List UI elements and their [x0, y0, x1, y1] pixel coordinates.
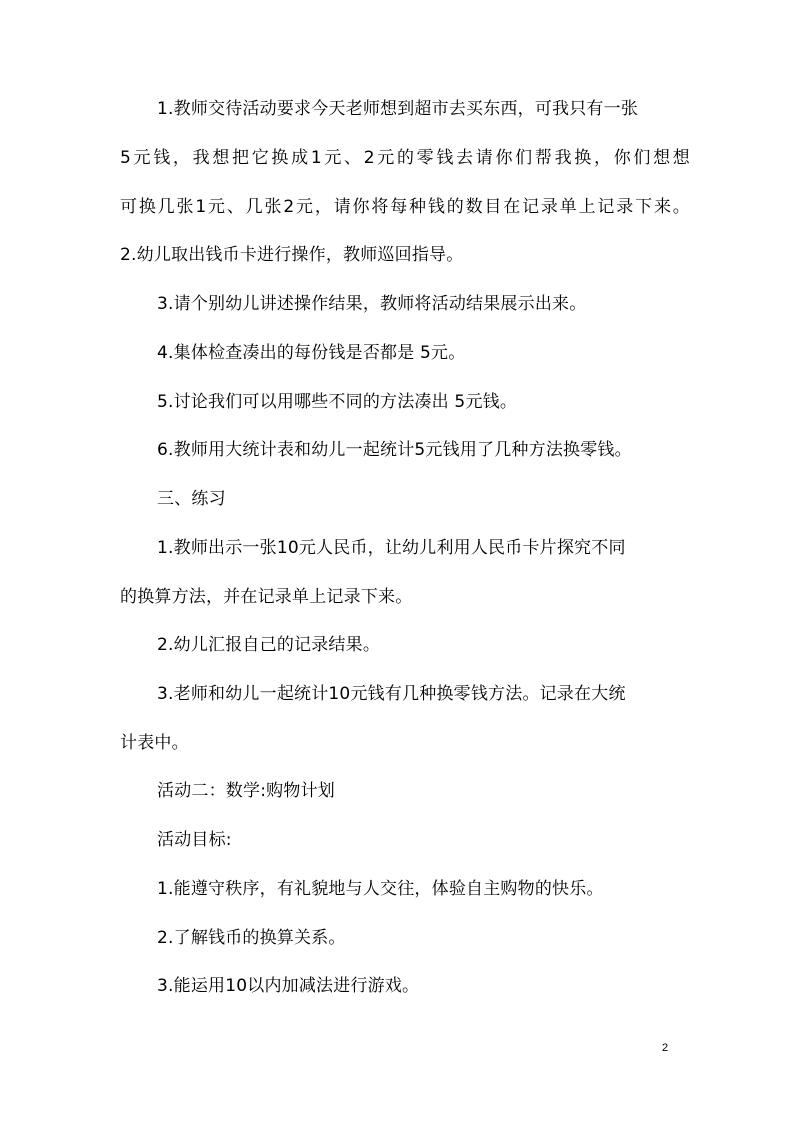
paragraph-line: 计表中。: [120, 733, 189, 753]
paragraph-line: 6.教师用大统计表和幼儿一起统计5元钱用了几种方法换零钱。: [157, 440, 632, 460]
paragraph-line: 3.老师和幼儿一起统计10元钱有几种换零钱方法。记录在大统: [157, 684, 626, 704]
activity-heading: 活动二：数学:购物计划: [157, 781, 335, 801]
goal-item: 1.能遵守秩序，有礼貌地与人交往，体验自主购物的快乐。: [157, 879, 604, 899]
paragraph-line: 5元钱，我想把它换成1元、2元的零钱去请你们帮我换，你们想想: [120, 148, 690, 168]
goal-item: 2.了解钱币的换算关系。: [157, 928, 346, 948]
paragraph-line: 2.幼儿汇报自己的记录结果。: [157, 635, 381, 655]
section-heading: 三、练习: [157, 489, 226, 509]
goal-item: 3.能运用10以内加减法进行游戏。: [157, 976, 420, 996]
paragraph-line: 4.集体检查凑出的每份钱是否都是 5元。: [157, 343, 466, 363]
goals-heading: 活动目标:: [157, 830, 232, 850]
paragraph-line: 1.教师交待活动要求今天老师想到超市去买东西，可我只有一张: [157, 99, 639, 119]
paragraph-line: 5.讨论我们可以用哪些不同的方法凑出 5元钱。: [157, 392, 518, 412]
paragraph-line: 2.幼儿取出钱币卡进行操作，教师巡回指导。: [120, 245, 464, 265]
paragraph-line: 1.教师出示一张10元人民币，让幼儿利用人民币卡片探究不同: [157, 538, 626, 558]
paragraph-line: 的换算方法，并在记录单上记录下来。: [120, 587, 413, 607]
page-number: 2: [662, 1042, 669, 1054]
paragraph-line: 3.请个别幼儿讲述操作结果，教师将活动结果展示出来。: [157, 294, 587, 314]
paragraph-line: 可换几张1元、几张2元，请你将每种钱的数目在记录单上记录下来。: [120, 197, 690, 217]
